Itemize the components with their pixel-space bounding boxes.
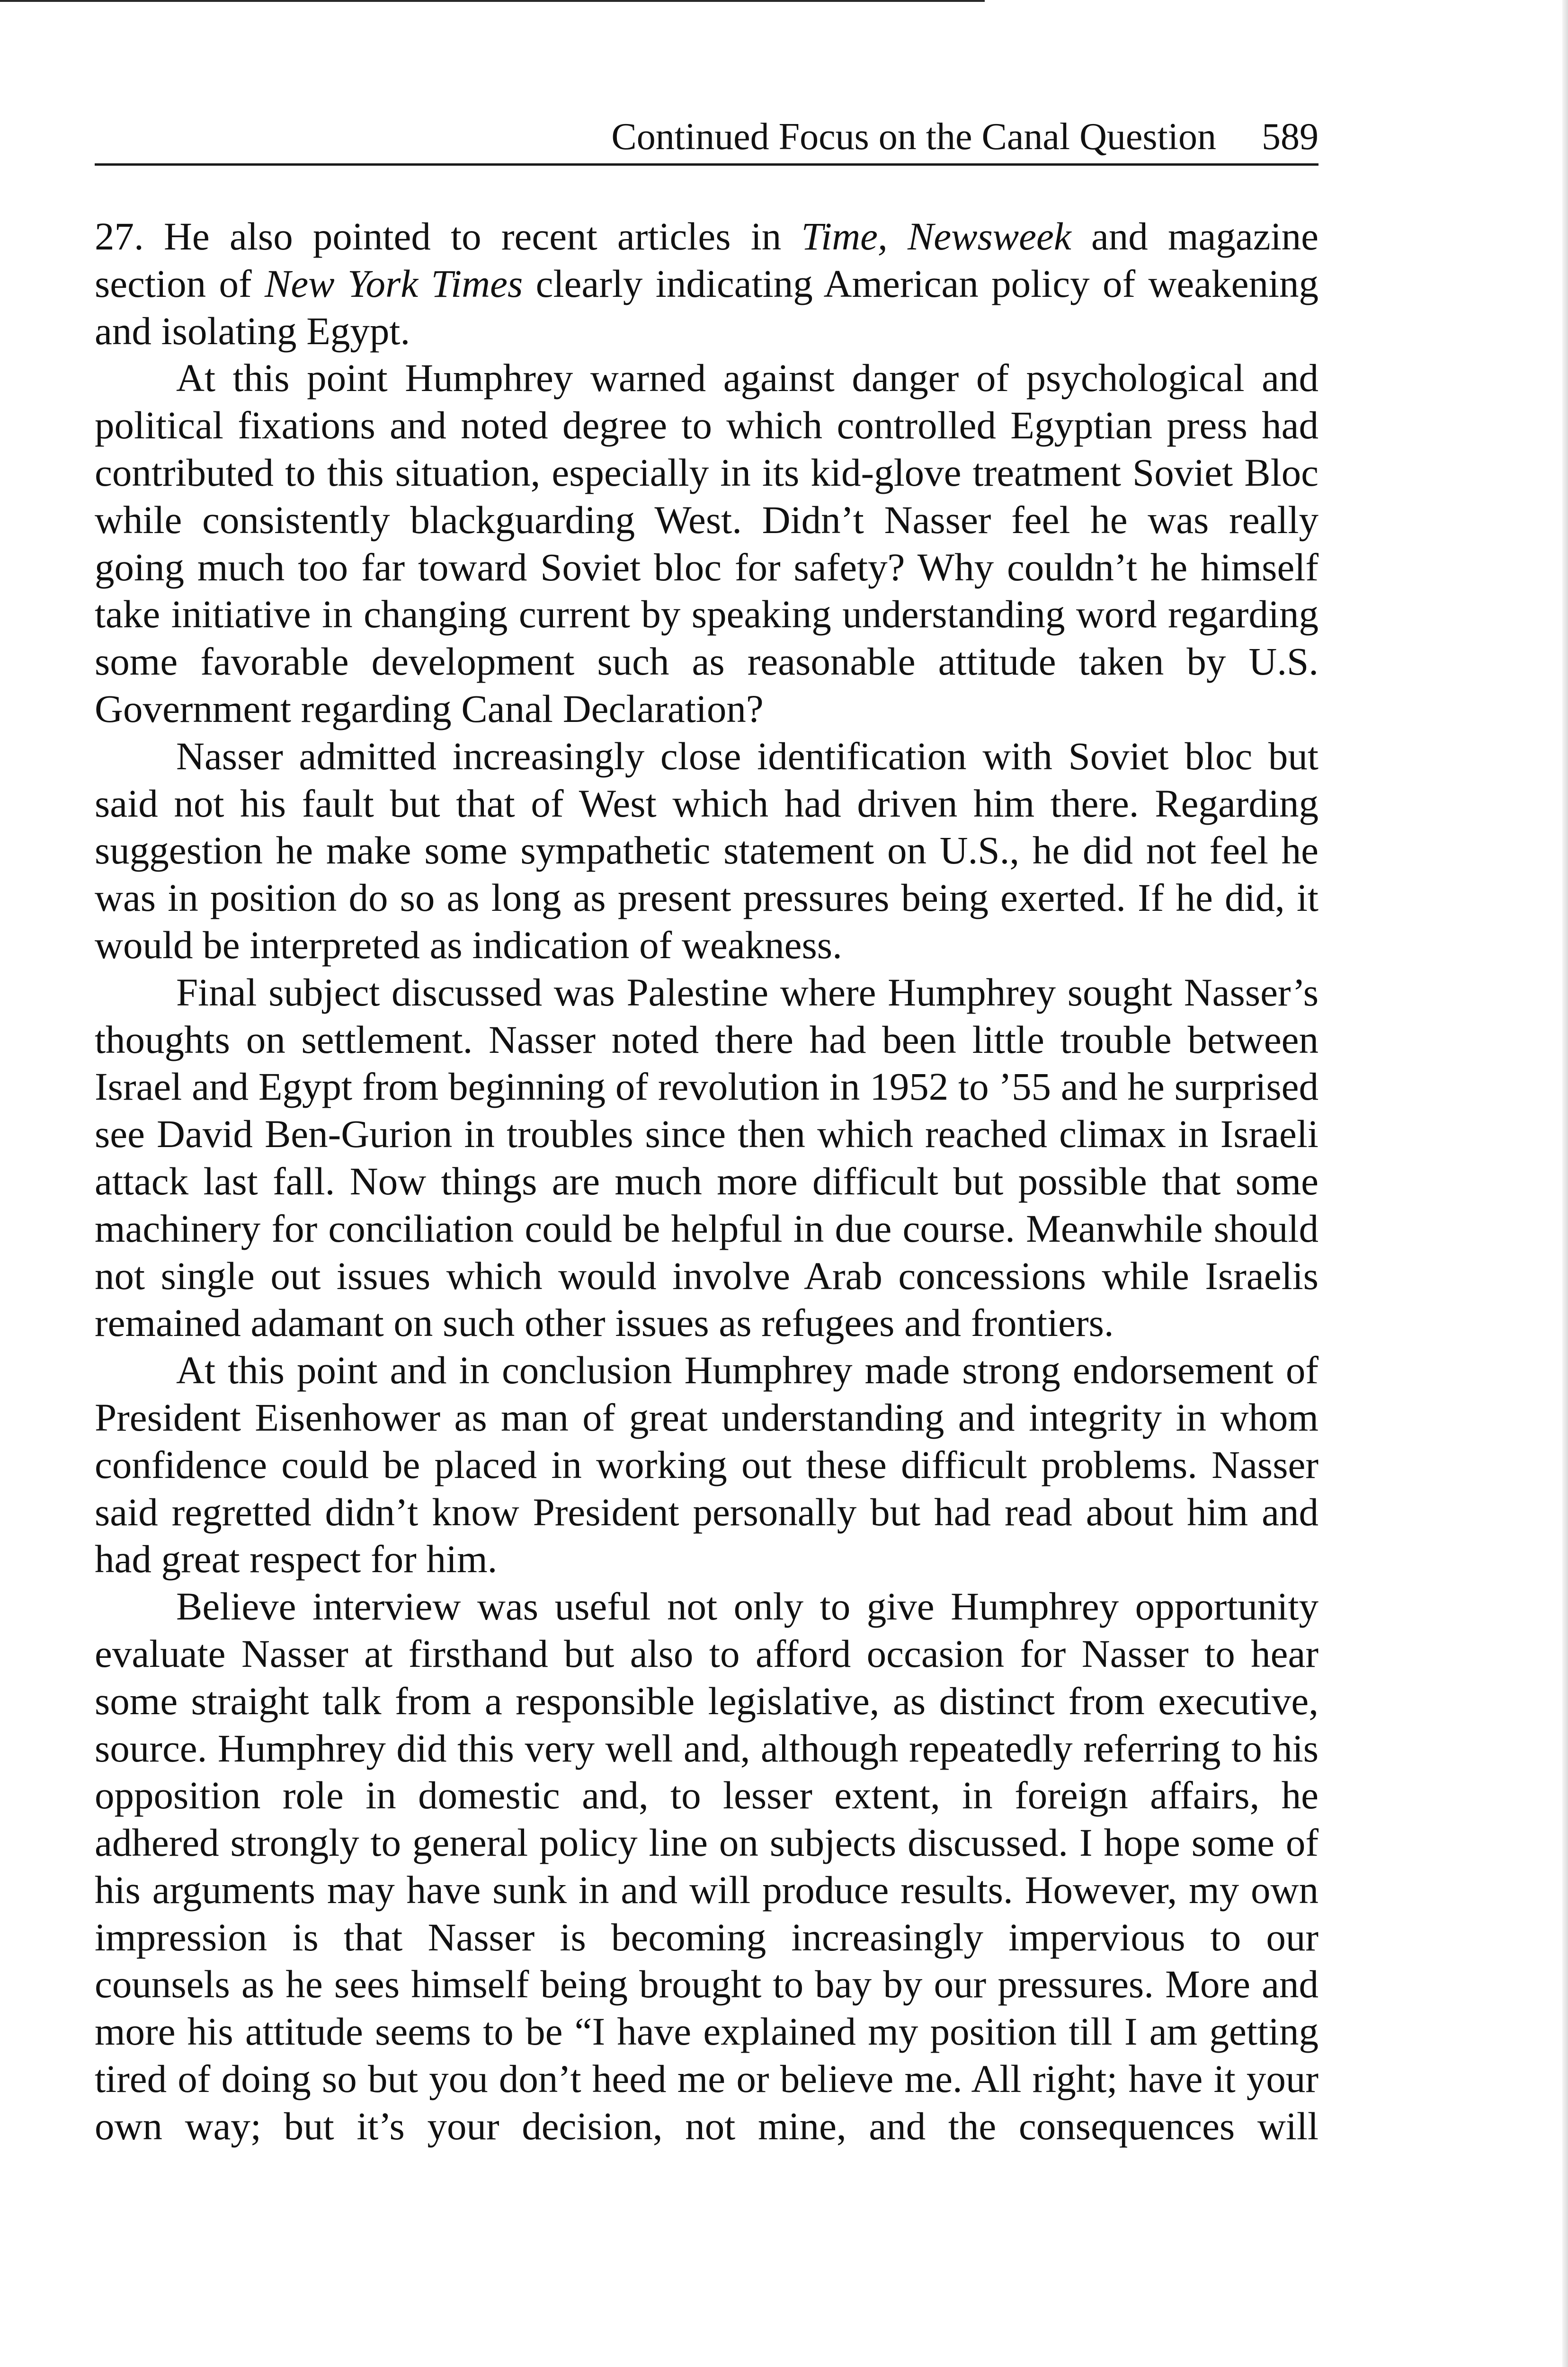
italic-title: New York Times bbox=[265, 261, 523, 305]
paragraph bbox=[95, 1583, 1319, 2150]
paragraph bbox=[95, 213, 1319, 355]
paragraph bbox=[95, 733, 1319, 969]
text-run: Believe interview was useful not only to give Humphrey opportunity evaluate Nasser at firsthand but also to afford occasion for Nasser to hear some straight talk from a responsible legislative, as distinct from executive, source. Humphrey did this very well and, although repeatedly referring to his opposition role in domestic and, to lesser extent, in foreign affairs, he adhered strongly to general policy line on subjects discussed. I hope some of his arguments may have sunk in and will produce results. However, my own impression is that Nasser is becoming increasingly impervious to our counsels as he sees himself being brought to bay by our pressures. More and more his attitude seems to be “I have explained my position till I am getting tired of doing so but you don’t heed me or believe me. All right; have it your own way; but it’s your decision, not mine, and the consequences will bbox=[95, 1584, 1319, 2148]
italic-title: Time, Newsweek bbox=[801, 214, 1071, 258]
text-run: At this point Humphrey warned against danger of psychological and political fixations and noted degree to which controlled Egyptian press had contributed to this situation, especially in its kid-glove treatment Soviet Bloc while consistently blackguarding West. Didn’t Nasser feel he was really going much too far toward Soviet bloc for safety? Why couldn’t he himself take initiative in changing current by speaking understanding word regarding some favorable development such as reasonable attitude taken by U.S. Government regarding Canal Declaration? bbox=[95, 356, 1319, 730]
page-number: 589 bbox=[1262, 116, 1319, 158]
body-text bbox=[95, 213, 1319, 2150]
text-run: At this point and in conclusion Humphrey made strong endorsement of President Eisenhower as man of great understanding and integrity in whom confidence could be placed in working out these difficult problems. Nasser said regretted didn’t know President personally but had read about him and had great respect for him. bbox=[95, 1348, 1319, 1581]
scan-edge-top bbox=[0, 0, 985, 2]
paragraph bbox=[95, 969, 1319, 1347]
text-run: Nasser admitted increasingly close identification with Soviet bloc but said not his fault but that of West which had driven him there. Regarding suggestion he make some sympathetic statement on U.S., he did not feel he was in position do so as long as present pressures being exerted. If he did, it would be interpreted as indication of weakness. bbox=[95, 734, 1319, 967]
text-run: and magazine section of bbox=[95, 214, 1319, 305]
running-head-title: Continued Focus on the Canal Question bbox=[611, 116, 1216, 158]
scan-edge-right bbox=[1562, 0, 1568, 2367]
text-run: Final subject discussed was Palestine where Humphrey sought Nasser’s thoughts on settlement. Nasser noted there had been little trouble between Israel and Egypt from beginning of revolution in 1952 to ’55 and he surprised see David Ben-Gurion in troubles since then which reached climax in Israeli attack last fall. Now things are much more difficult but possible that some machinery for conciliation could be helpful in due course. Meanwhile should not single out issues which would involve Arab concessions while Israelis remained adamant on such other issues as refugees and frontiers. bbox=[95, 970, 1319, 1345]
paragraph bbox=[95, 1347, 1319, 1583]
text-run: 27. He also pointed to recent articles in bbox=[95, 214, 802, 258]
paragraph bbox=[95, 355, 1319, 732]
text-run: clearly indicating American policy of weakening and isolating Egypt. bbox=[95, 261, 1319, 353]
running-head bbox=[95, 113, 1319, 166]
